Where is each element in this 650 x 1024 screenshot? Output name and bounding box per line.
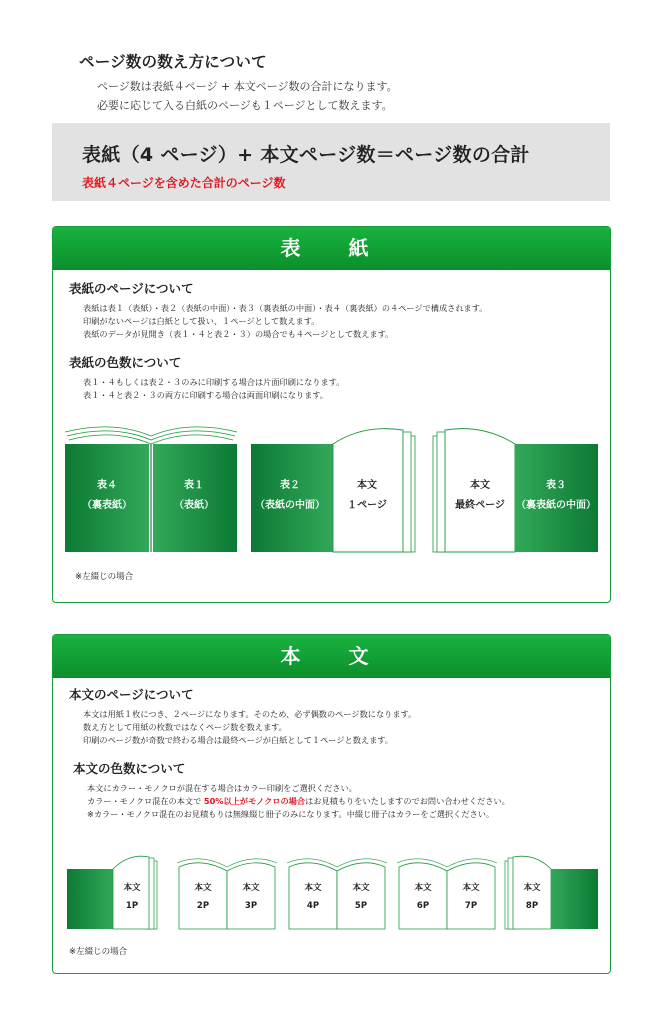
- body-b2-left-label: 本文: [194, 883, 212, 893]
- cover-note: ※左綴じの場合: [75, 572, 134, 582]
- body-section: [52, 634, 611, 974]
- body-pages-line-2: 数え方として用紙の枚数ではなくページ数を数えます。: [83, 722, 287, 732]
- body-b3-right-label: 本文: [352, 883, 370, 893]
- body-b3-left-page: 4P: [306, 901, 320, 911]
- cover-b2-left-label-1: 表２: [280, 480, 300, 491]
- body-colors-line-3: ※カラー・モノクロ混在のお見積もりは無線綴じ冊子のみになります。中綴じ冊子はカラーをご選択ください。: [87, 809, 495, 819]
- cover-b2-left-label-2: （表紙の中面）: [255, 500, 325, 511]
- cover-b1-right-label-2: （表紙）: [174, 500, 214, 511]
- cover-b3-right-label-1: 表３: [546, 480, 566, 491]
- body-pages-line-3: 印刷のページ数が奇数で終わる場合は最終ページが白紙として１ページと数えます。: [83, 735, 393, 745]
- cover-pages-line-1: 表紙は表１（表紙）・表２（表紙の中面）・表３（裏表紙の中面）・表４（裏表紙）の４ページで構成されます。: [83, 303, 488, 313]
- body-book-6p-7p: [397, 859, 497, 929]
- body-b4-right-page: 7P: [464, 901, 478, 911]
- body-colors-line-2-post: はお見積もりをいたしますのでお問い合わせください。: [305, 796, 510, 806]
- cover-b2-right-label-1: 本文: [357, 480, 377, 491]
- body-b4-right-label: 本文: [462, 883, 480, 893]
- body-colors-line-2: [87, 796, 510, 807]
- body-b1-label: 本文: [123, 883, 141, 893]
- body-pages-title: 本文のページについて: [69, 687, 194, 702]
- body-book-diagrams: [53, 845, 610, 935]
- cover-book-2: [251, 429, 415, 552]
- cover-b3-left-label-1: 本文: [470, 480, 490, 491]
- body-b5-label: 本文: [523, 883, 541, 893]
- cover-book-diagrams: [53, 422, 610, 562]
- page-title: ページ数の数え方について: [79, 53, 267, 71]
- cover-header: 表 紙: [53, 227, 610, 270]
- cover-book-3: [433, 429, 598, 552]
- cover-b1-left-label-1: 表４: [97, 480, 117, 491]
- intro-line-2: 必要に応じて入る白紙のページも１ページとして数えます。: [97, 99, 393, 112]
- body-note: ※左綴じの場合: [69, 947, 128, 957]
- cover-colors-line-2: 表１・４と表２・３の両方に印刷する場合は両面印刷になります。: [83, 390, 328, 400]
- intro-line-1: ページ数は表紙４ページ + 本文ページ数の合計になります。: [97, 80, 398, 93]
- body-b2-right-label: 本文: [242, 883, 260, 893]
- cover-colors-title: 表紙の色数について: [69, 355, 182, 370]
- body-book-2p-3p: [177, 859, 277, 929]
- body-b4-left-page: 6P: [416, 901, 430, 911]
- body-book-8p: [505, 856, 598, 929]
- formula-main: 表紙（4 ページ）+ 本文ページ数＝ページ数の合計: [82, 144, 530, 166]
- body-pages-line-1: 本文は用紙１枚につき、２ページになります。そのため、必ず偶数のページ数になります。: [83, 709, 417, 719]
- body-colors-line-1: 本文にカラー・モノクロが混在する場合はカラー印刷をご選択ください。: [87, 783, 357, 793]
- cover-pages-title: 表紙のページについて: [69, 281, 194, 296]
- body-b2-right-page: 3P: [244, 901, 258, 911]
- cover-b1-left-label-2: （裏表紙）: [82, 500, 132, 511]
- body-book-1p: [67, 856, 157, 929]
- body-b3-right-page: 5P: [354, 901, 368, 911]
- cover-b3-right-label-2: （裏表紙の中面）: [516, 500, 596, 511]
- cover-pages-line-3: 表紙のデータが見開き（表１・４と表２・３）の場合でも４ページとして数えます。: [83, 329, 394, 339]
- body-colors-line-2-pre: カラー・モノクロ混在の本文で: [87, 796, 204, 806]
- body-colors-title: 本文の色数について: [73, 761, 186, 776]
- cover-pages-line-2: 印刷がないページは白紙として扱い、１ページとして数えます。: [83, 316, 320, 326]
- cover-book-1: [65, 427, 237, 552]
- body-b2-left-page: 2P: [196, 901, 210, 911]
- body-colors-line-2-red: 50%以上がモノクロの場合: [203, 796, 306, 806]
- body-b5-page: 8P: [525, 901, 539, 911]
- body-b3-left-label: 本文: [304, 883, 322, 893]
- body-book-4p-5p: [287, 859, 387, 929]
- cover-b2-right-label-2: １ページ: [347, 500, 387, 511]
- cover-b3-left-label-2: 最終ページ: [455, 500, 505, 511]
- cover-colors-line-1: 表１・４もしくは表２・３のみに印刷する場合は片面印刷になります。: [83, 377, 345, 387]
- formula-sub: 表紙４ページを含めた合計のページ数: [82, 176, 286, 190]
- cover-b1-right-label-1: 表１: [184, 480, 204, 491]
- body-b1-page: 1P: [125, 901, 139, 911]
- body-header: 本 文: [53, 635, 610, 678]
- body-b4-left-label: 本文: [414, 883, 432, 893]
- cover-section: [52, 226, 611, 603]
